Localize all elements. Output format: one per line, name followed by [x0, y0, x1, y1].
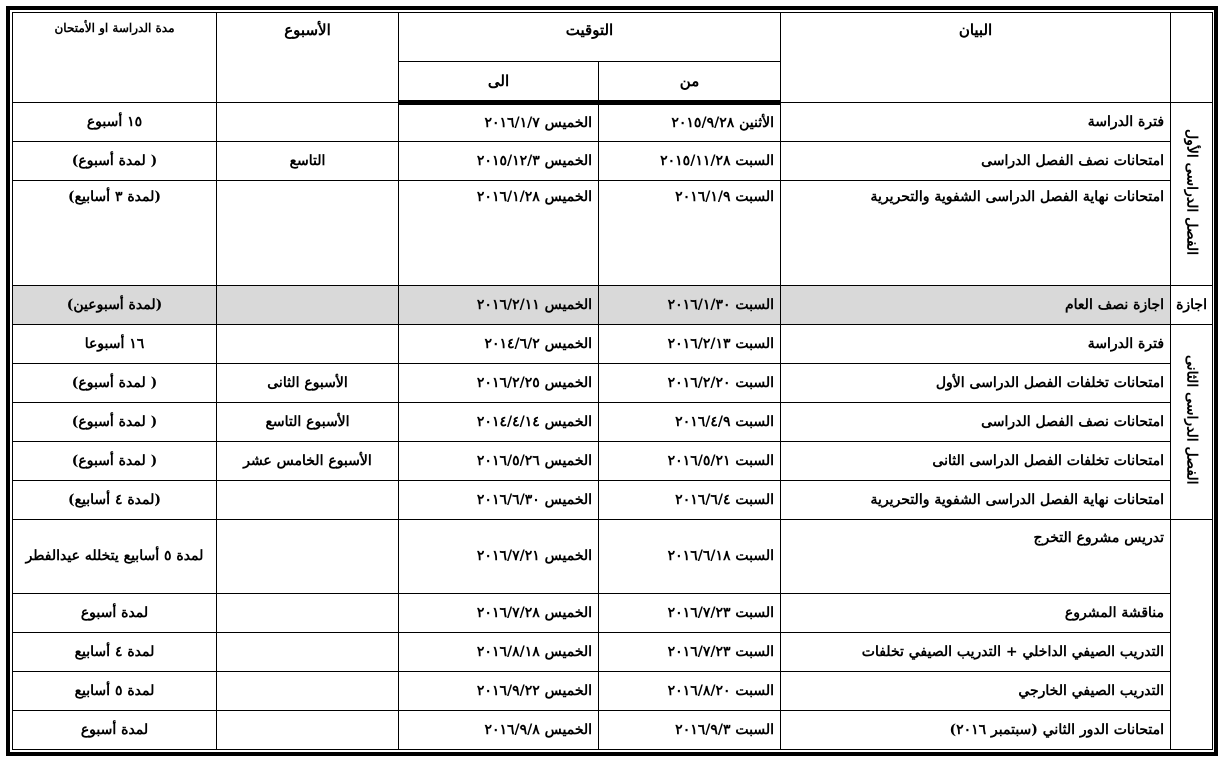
row-duration: ( لمدة أسبوع): [13, 142, 217, 181]
table-row: [13, 710, 1213, 749]
table-row: [13, 480, 1213, 519]
row-to-date: الخميس ٢٠١٥/١٢/٣: [399, 142, 599, 181]
semester-midyear-label: اجازة: [1171, 285, 1213, 324]
row-to-date: الخميس ٢٠١٤/٦/٢: [399, 324, 599, 363]
row-week: [217, 671, 399, 710]
row-description: امتحانات تخلفات الفصل الدراسى الثانى: [781, 441, 1171, 480]
table-row: [13, 142, 1213, 181]
row-from-date: السبت ٢٠١٦/٨/٢٠: [599, 671, 781, 710]
row-duration: (لمدة أسبوعين): [13, 285, 217, 324]
row-duration: (لمدة ٤ أسابيع): [13, 480, 217, 519]
row-week: [217, 480, 399, 519]
row-description: امتحانات نصف الفصل الدراسى: [781, 402, 1171, 441]
table-row: [13, 593, 1213, 632]
row-from-date: السبت ٢٠١٦/١/٣٠: [599, 285, 781, 324]
table-row: [13, 324, 1213, 363]
row-week: [217, 593, 399, 632]
row-to-date: الخميس ٢٠١٤/٤/١٤: [399, 402, 599, 441]
row-week: [217, 632, 399, 671]
header-row-1: [13, 13, 1213, 62]
week-header: الأسبوع: [217, 13, 399, 103]
row-description: فترة الدراسة: [781, 324, 1171, 363]
to-header: الى: [399, 62, 599, 103]
row-from-date: السبت ٢٠١٦/٦/٤: [599, 480, 781, 519]
row-week: [217, 103, 399, 142]
row-description: امتحانات نهاية الفصل الدراسى الشفوية والتحريرية: [781, 480, 1171, 519]
row-duration: ( لمدة أسبوع): [13, 402, 217, 441]
timing-header: التوقيت: [399, 13, 781, 62]
row-week: الأسبوع الخامس عشر: [217, 441, 399, 480]
row-duration: ١٦ أسبوعا: [13, 324, 217, 363]
row-week: الأسبوع الثانى: [217, 363, 399, 402]
row-description: فترة الدراسة: [781, 103, 1171, 142]
semester-first-label: الفصل الدراسى الأول: [1171, 103, 1213, 286]
row-from-date: السبت ٢٠١٦/١/٩: [599, 181, 781, 286]
table-row: [13, 181, 1213, 286]
row-to-date: الخميس ٢٠١٦/٧/٢٨: [399, 593, 599, 632]
row-to-date: الخميس ٢٠١٦/١/٧: [399, 103, 599, 142]
row-week: [217, 285, 399, 324]
row-from-date: السبت ٢٠١٦/٢/٢٠: [599, 363, 781, 402]
table-row: [13, 402, 1213, 441]
semester-header: [1171, 13, 1213, 103]
row-description: اجازة نصف العام: [781, 285, 1171, 324]
row-from-date: السبت ٢٠١٥/١١/٢٨: [599, 142, 781, 181]
row-to-date: الخميس ٢٠١٦/١/٢٨: [399, 181, 599, 286]
row-to-date: الخميس ٢٠١٦/٦/٣٠: [399, 480, 599, 519]
row-from-date: السبت ٢٠١٦/٢/١٣: [599, 324, 781, 363]
row-description: امتحانات نصف الفصل الدراسى: [781, 142, 1171, 181]
row-week: التاسع: [217, 142, 399, 181]
row-from-date: السبت ٢٠١٦/٩/٣: [599, 710, 781, 749]
row-to-date: الخميس ٢٠١٦/٥/٢٦: [399, 441, 599, 480]
row-to-date: الخميس ٢٠١٦/٢/٢٥: [399, 363, 599, 402]
table-row: [13, 441, 1213, 480]
row-from-date: الأثنين ٢٠١٥/٩/٢٨: [599, 103, 781, 142]
row-description: التدريب الصيفي الخارجي: [781, 671, 1171, 710]
table-row: [13, 103, 1213, 142]
academic-calendar-table: [12, 12, 1213, 750]
row-to-date: الخميس ٢٠١٦/٩/٢٢: [399, 671, 599, 710]
row-duration: ( لمدة أسبوع): [13, 441, 217, 480]
row-description: امتحانات الدور الثاني (سبتمبر ٢٠١٦): [781, 710, 1171, 749]
row-description: مناقشة المشروع: [781, 593, 1171, 632]
row-from-date: السبت ٢٠١٦/٧/٢٣: [599, 632, 781, 671]
row-duration: ١٥ أسبوع: [13, 103, 217, 142]
row-duration: لمدة ٥ أسابيع: [13, 671, 217, 710]
table-row: [13, 363, 1213, 402]
row-week: الأسبوع التاسع: [217, 402, 399, 441]
row-description: التدريب الصيفي الداخلي + التدريب الصيفي تخلفات: [781, 632, 1171, 671]
row-to-date: الخميس ٢٠١٦/٨/١٨: [399, 632, 599, 671]
row-description: امتحانات نهاية الفصل الدراسى الشفوية والتحريرية: [781, 181, 1171, 286]
row-duration: لمدة أسبوع: [13, 593, 217, 632]
row-week: [217, 519, 399, 593]
row-duration: لمدة ٤ أسابيع: [13, 632, 217, 671]
table-row: [13, 632, 1213, 671]
row-duration: لمدة أسبوع: [13, 710, 217, 749]
row-duration: لمدة ٥ أسابيع يتخلله عيدالفطر: [13, 519, 217, 593]
row-from-date: السبت ٢٠١٦/٦/١٨: [599, 519, 781, 593]
row-from-date: السبت ٢٠١٦/٧/٢٣: [599, 593, 781, 632]
row-duration: ( لمدة أسبوع): [13, 363, 217, 402]
duration-header: مدة الدراسة او الأمتحان: [13, 13, 217, 103]
from-header: من: [599, 62, 781, 103]
semester-second-label: الفصل الدراسى الثانى: [1171, 324, 1213, 519]
row-week: [217, 181, 399, 286]
schedule-frame: [6, 6, 1218, 756]
row-week: [217, 324, 399, 363]
row-from-date: السبت ٢٠١٦/٤/٩: [599, 402, 781, 441]
description-header: البيان: [781, 13, 1171, 103]
row-from-date: السبت ٢٠١٦/٥/٢١: [599, 441, 781, 480]
row-description: امتحانات تخلفات الفصل الدراسى الأول: [781, 363, 1171, 402]
semester-summer-label: [1171, 519, 1213, 749]
row-duration: (لمدة ٣ أسابيع): [13, 181, 217, 286]
row-description: تدريس مشروع التخرج: [781, 519, 1171, 593]
table-row: [13, 671, 1213, 710]
row-to-date: الخميس ٢٠١٦/٧/٢١: [399, 519, 599, 593]
table-row: [13, 285, 1213, 324]
row-week: [217, 710, 399, 749]
table-row: [13, 519, 1213, 593]
row-to-date: الخميس ٢٠١٦/٢/١١: [399, 285, 599, 324]
row-to-date: الخميس ٢٠١٦/٩/٨: [399, 710, 599, 749]
